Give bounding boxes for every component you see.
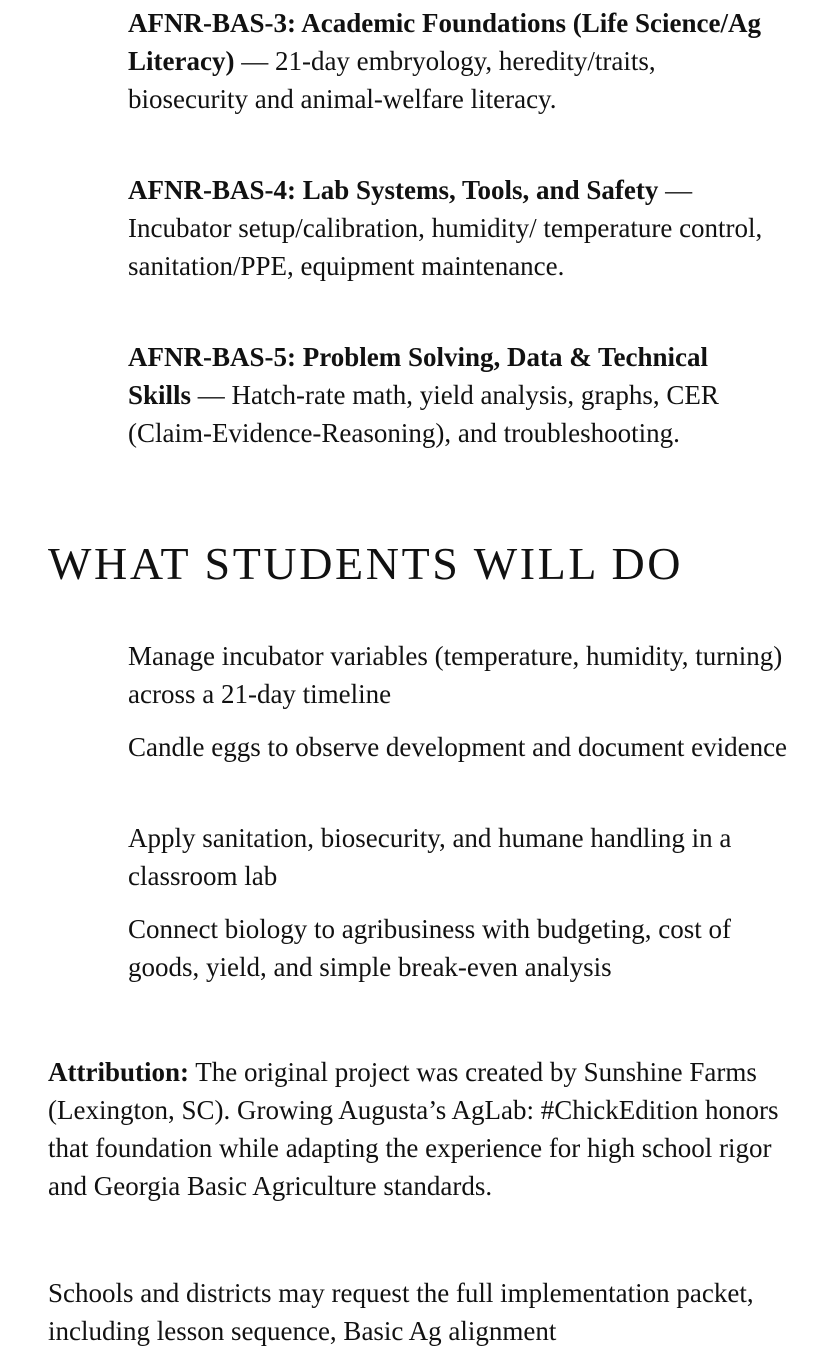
standard-title: AFNR-BAS-5: Problem Solving, Data & Technical Skills (128, 342, 709, 410)
request-paragraph: Schools and districts may request the full implementation packet, including lesson sequence, Basic Ag alignment (48, 1278, 754, 1346)
activity-item: Connect biology to agribusiness with budgeting, cost of goods, yield, and simple break-even analysis (128, 914, 731, 982)
standard-title: AFNR-BAS-3: Academic Foundations (Life Science/Ag Literacy) (128, 8, 761, 76)
standard-item (128, 4, 768, 118)
attribution-text: The original project was created by Sunshine Farms (Lexington, SC). Growing Augusta’s AgLab: #ChickEdition honors that foundation while adapting the experience for high school rigor and Georgia Basic Agriculture standards. (48, 1057, 779, 1201)
activity-item: Apply sanitation, biosecurity, and humane handling in a classroom lab (128, 823, 732, 891)
standard-separator: — (658, 175, 693, 205)
standard-item (128, 338, 768, 452)
section-heading: WHAT STUDENTS WILL DO (48, 538, 684, 589)
standard-item (128, 171, 768, 285)
activity-item: Manage incubator variables (temperature, humidity, turning) across a 21-day timeline (128, 641, 783, 709)
attribution-paragraph (48, 1053, 788, 1205)
standard-description: Hatch-rate math, yield analysis, graphs, CER (Claim-Evidence-Reasoning), and troubleshooting. (128, 380, 719, 448)
standard-separator: — (234, 46, 275, 76)
standard-description: Incubator setup/calibration, humidity/ temperature control, sanitation/PPE, equipment maintenance. (128, 213, 763, 281)
attribution-label: Attribution: (48, 1057, 189, 1087)
standard-description: 21-day embryology, heredity/traits, biosecurity and animal-welfare literacy. (128, 46, 656, 114)
standard-separator: — (191, 380, 232, 410)
activity-item: Candle eggs to observe development and document evidence (128, 732, 788, 762)
standard-title: AFNR-BAS-4: Lab Systems, Tools, and Safety (128, 175, 659, 205)
